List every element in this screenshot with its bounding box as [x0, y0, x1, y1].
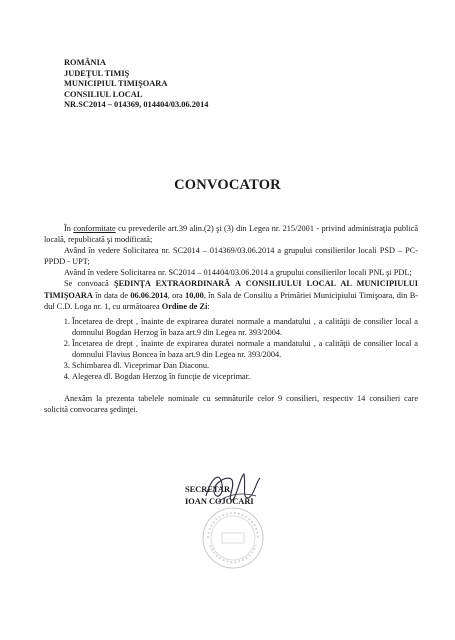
text-span: Se convoacă: [64, 279, 114, 289]
text-span: În: [64, 224, 74, 233]
header-country: ROMÂNIA: [64, 58, 106, 67]
header-council: CONSILIUL LOCAL: [64, 89, 143, 99]
document-title: CONVOCATOR: [174, 177, 281, 193]
underlined-word: conformitate: [73, 224, 116, 233]
document-header: [64, 58, 208, 111]
header-reference: NR.SC2014 – 014369, 014404/03.06.2014: [64, 100, 209, 110]
header-municipality: MUNICIPIUL TIMIŞOARA: [64, 79, 168, 89]
signature-role: SECRETAR,: [185, 485, 233, 494]
official-stamp: [198, 503, 268, 573]
text-span: , ora: [167, 290, 186, 300]
paragraph-annex: Anexăm la prezenta tabelele nominale cu semnăturile celor 9 consilieri, respectiv 14 consilieri care solicită convocarea şedinţei.: [44, 394, 418, 415]
agenda-list: [44, 316, 418, 383]
header-county: JUDEŢUL TIMIŞ: [64, 68, 130, 78]
paragraph-request-1: Având în vedere Solicitarea nr. SC2014 – 014369/03.06.2014 a grupului consilierilor locali PSD – PC- PPDD - UPT;: [44, 246, 418, 267]
document-body: [44, 223, 418, 416]
session-date: 06.06.2014: [130, 290, 168, 300]
paragraph-legal-basis: [44, 223, 418, 245]
session-time: 10,00: [185, 290, 204, 300]
agenda-item: 4. Alegerea dl. Bogdan Herzog în funcţie de viceprimar.: [72, 371, 418, 382]
text-span: în data de: [92, 290, 131, 300]
paragraph-request-2: Având în vedere Solicitarea nr. SC2014 – 014404/03.06.2014 a grupului consilierilor locali PNL şi PDL;: [64, 268, 412, 278]
agenda-item: 3. Schimbarea dl. Viceprimar Dan Diaconu.: [72, 360, 418, 371]
text-span: cu prevederile art.39 alin.(2) şi (3) din Legea nr. 215/2001 - privind administraţia publică locală, republicată şi modificată;: [44, 224, 418, 245]
signature-name: IOAN COJOCARI: [185, 497, 254, 506]
session-name: ŞEDINŢA EXTRAORDINARĂ A CONSILIULUI LOCAL AL MUNICIPIULUI TIMIŞOARA: [44, 279, 418, 300]
text-span: :: [207, 301, 210, 311]
agenda-item: 2. Încetarea de drept , înainte de expirarea duratei normale a mandatului , a calităţii de consilier local a domnului Flavius Boncea în baza art.9 din Legea nr. 393/2004.: [72, 338, 418, 360]
paragraph-convocation: [44, 278, 418, 311]
text-span: , în Sala de Consiliu a Primăriei Municipiului Timişoara, din B-dul C.D. Loga nr. 1, cu următoarea: [44, 290, 418, 311]
handwritten-signature: [198, 466, 268, 508]
agenda-item: 1. Încetarea de drept , înainte de expirarea duratei normale a mandatului , a calităţii de consilier local a domnului Bogdan Herzog în baza art.9 din Legea nr. 393/2004.: [72, 316, 418, 338]
agenda-label: Ordine de Zi: [161, 301, 208, 311]
